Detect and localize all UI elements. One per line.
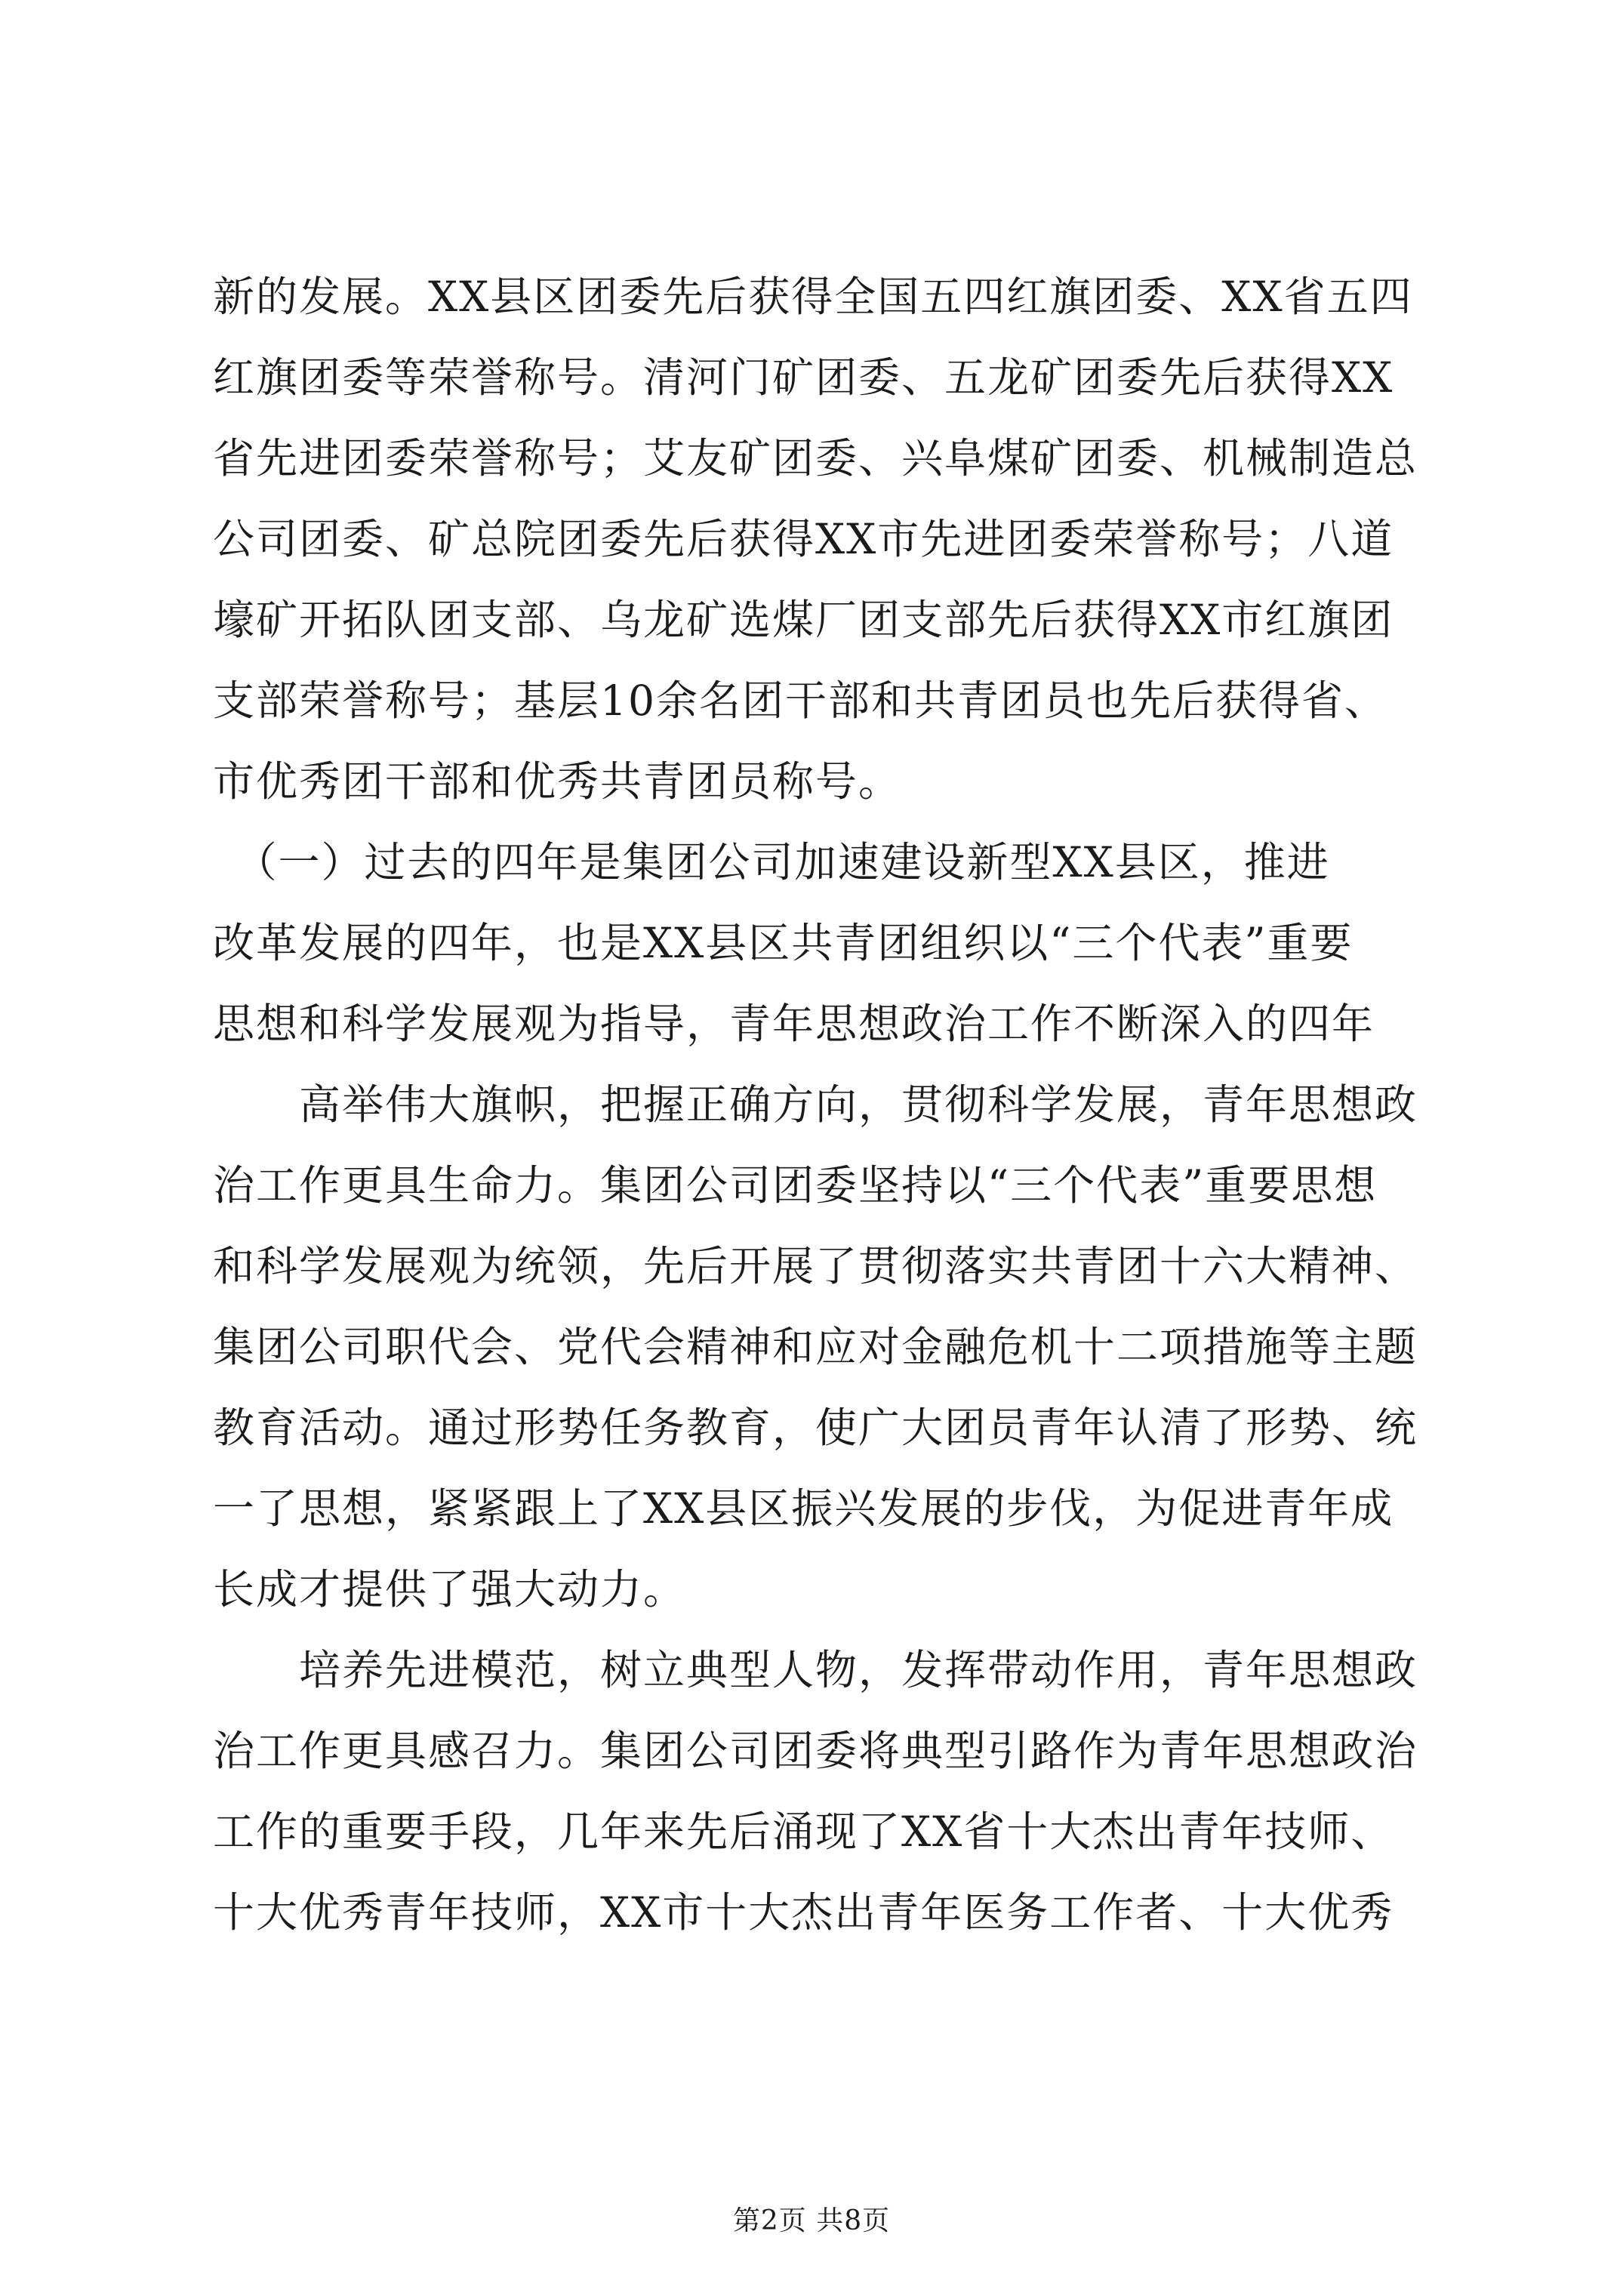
text-line: 红旗团委等荣誉称号。清河门矿团委、五龙矿团委先后获得XX xyxy=(213,353,1394,402)
text-line: 治工作更具感召力。集团公司团委将典型引路作为青年思想政治 xyxy=(213,1727,1418,1775)
text-line: 支部荣誉称号；基层10余名团干部和共青团员也先后获得省、 xyxy=(213,676,1387,725)
text-line: 工作的重要手段，几年来先后涌现了XX省十大杰出青年技师、 xyxy=(213,1808,1394,1856)
text-line: 公司团委、矿总院团委先后获得XX市先进团委荣誉称号；八道 xyxy=(213,515,1394,563)
text-line: （一）过去的四年是集团公司加速建设新型XX县区，推进 xyxy=(213,838,1330,886)
page-number-footer: 第2页 共8页 xyxy=(732,2205,891,2236)
text-line: 十大优秀青年技师，XX市十大杰出青年医务工作者、十大优秀 xyxy=(213,1888,1394,1937)
text-line: 长成才提供了强大动力。 xyxy=(213,1565,687,1613)
text-line: 市优秀团干部和优秀共青团员称号。 xyxy=(213,757,902,806)
text-line: 治工作更具生命力。集团公司团委坚持以“三个代表”重要思想 xyxy=(213,1161,1378,1210)
text-line: 培养先进模范，树立典型人物，发挥带动作用，青年思想政 xyxy=(213,1646,1418,1694)
text-line: 省先进团委荣誉称号；艾友矿团委、兴阜煤矿团委、机械制造总 xyxy=(213,434,1418,482)
text-line: 一了思想，紧紧跟上了XX县区振兴发展的步伐，为促进青年成 xyxy=(213,1484,1394,1533)
text-line: 改革发展的四年，也是XX县区共青团组织以“三个代表”重要 xyxy=(213,919,1354,967)
text-line: 教育活动。通过形势任务教育，使广大团员青年认清了形势、统 xyxy=(213,1404,1418,1452)
text-line: 高举伟大旗帜，把握正确方向，贯彻科学发展，青年思想政 xyxy=(213,1080,1418,1129)
text-line: 和科学发展观为统领，先后开展了贯彻落实共青团十六大精神、 xyxy=(213,1242,1418,1290)
text-line: 壕矿开拓队团支部、乌龙矿选煤厂团支部先后获得XX市红旗团 xyxy=(213,596,1394,644)
text-line: 思想和科学发展观为指导，青年思想政治工作不断深入的四年 xyxy=(213,1000,1375,1048)
text-line: 集团公司职代会、党代会精神和应对金融危机十二项措施等主题 xyxy=(213,1323,1418,1371)
body-text xyxy=(213,257,1421,1953)
text-line: 新的发展。XX县区团委先后获得全国五四红旗团委、XX省五四 xyxy=(213,273,1413,321)
